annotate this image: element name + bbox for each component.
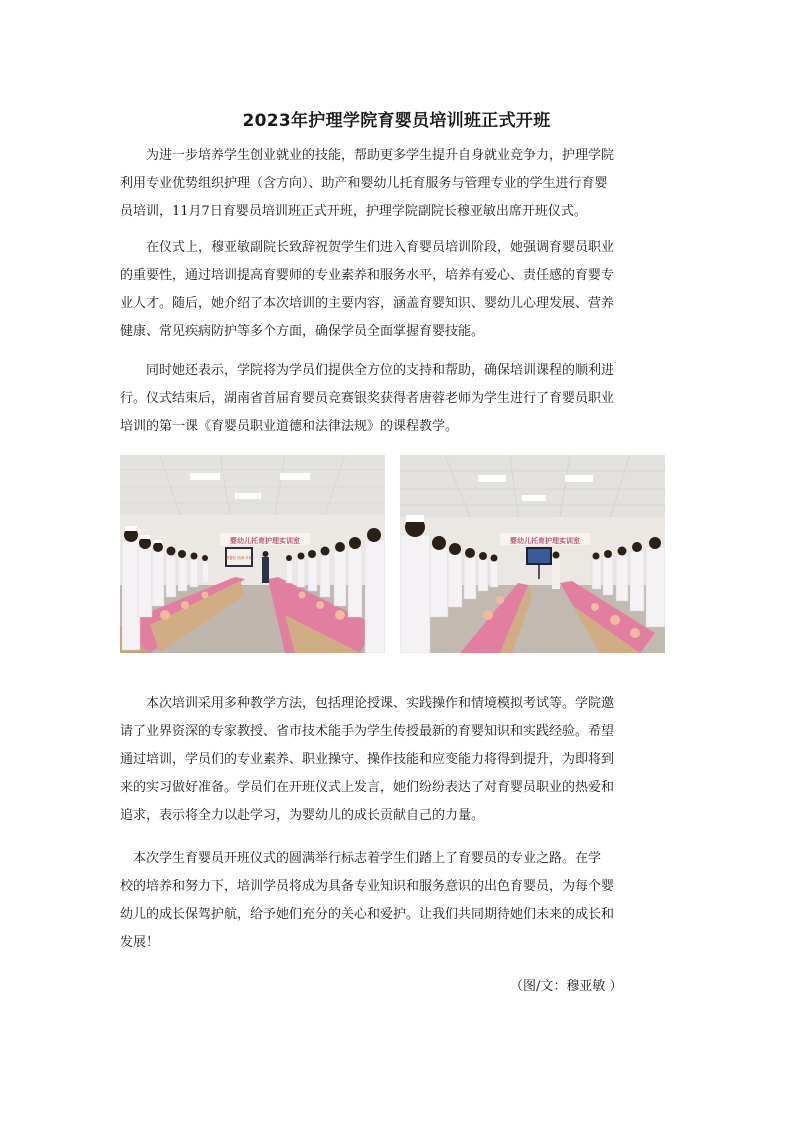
article-title: 2023年护理学院育婴员培训班正式开班 bbox=[242, 111, 551, 131]
text-line: 来的实习做好准备。学员们在开班仪式上发言，她们纷纷表达了对育婴员职业的热爱和 bbox=[120, 780, 615, 795]
paragraph-1 bbox=[120, 142, 675, 226]
text-line: 通过培训，学员们的专业素养、职业操守、操作技能和应变能力将得到提升，为即将到 bbox=[120, 752, 615, 767]
paragraph-3 bbox=[120, 357, 675, 441]
photo-screen-text: 育婴员 培训 开班 bbox=[225, 556, 253, 560]
text-line: 校的培养和努力下，培训学员将成为具备专业知识和服务意识的出色育婴员，为每个婴 bbox=[120, 879, 615, 894]
photo-banner-text: 婴幼儿托育护理实训室 bbox=[230, 537, 300, 545]
training-room-photo-left bbox=[120, 455, 385, 653]
text-line: 请了业界资深的专家教授、省市技术能手为学生传授最新的育婴知识和实践经验。希望 bbox=[120, 724, 615, 739]
photo-text-credit: （图/文：穆亚敏 ） bbox=[510, 979, 623, 994]
training-room-photo-right bbox=[400, 455, 665, 653]
text-line: 健康、常见疾病防护等多个方面，确保学员全面掌握育婴技能。 bbox=[120, 324, 485, 339]
text-line: 行。仪式结束后，湖南省首届育婴员竞赛银奖获得者唐蓉老师为学生进行了育婴员职业 bbox=[120, 391, 615, 406]
paragraph-5 bbox=[120, 845, 675, 957]
text-line: 为进一步培养学生创业就业的技能，帮助更多学生提升自身就业竞争力，护理学院 bbox=[120, 148, 615, 163]
text-line: 幼儿的成长保驾护航，给予她们充分的关心和爱护。让我们共同期待她们未来的成长和 bbox=[120, 907, 615, 922]
text-line: 的重要性，通过培训提高育婴师的专业素养和服务水平，培养有爱心、责任感的育婴专 bbox=[120, 268, 615, 283]
paragraph-2 bbox=[120, 234, 675, 346]
text-line: 追求，表示将全力以赴学习，为婴幼儿的成长贡献自己的力量。 bbox=[120, 808, 485, 823]
text-line: 员培训，11月7日育婴员培训班正式开班，护理学院副院长穆亚敏出席开班仪式。 bbox=[120, 204, 587, 219]
text-line: 本次培训采用多种教学方法，包括理论授课、实践操作和情境模拟考试等。学院邀 bbox=[120, 696, 615, 711]
text-line: 在仪式上，穆亚敏副院长致辞祝贺学生们进入育婴员培训阶段，她强调育婴员职业 bbox=[120, 240, 615, 255]
text-line: 培训的第一课《育婴员职业道德和法律法规》的课程教学。 bbox=[120, 419, 459, 434]
paragraph-4 bbox=[120, 690, 675, 830]
text-line: 利用专业优势组织护理（含方向）、助产和婴幼儿托育服务与管理专业的学生进行育婴 bbox=[120, 176, 608, 191]
text-line: 业人才。随后，她介绍了本次培训的主要内容，涵盖育婴知识、婴幼儿心理发展、营养 bbox=[120, 296, 615, 311]
photo-banner-text: 婴幼儿托育护理实训室 bbox=[510, 537, 580, 545]
text-line: 本次学生育婴员开班仪式的圆满举行标志着学生们踏上了育婴员的专业之路。在学 bbox=[120, 851, 602, 866]
text-line: 发展！ bbox=[120, 935, 160, 950]
text-line: 同时她还表示，学院将为学员们提供全方位的支持和帮助，确保培训课程的顺利进 bbox=[120, 363, 615, 378]
